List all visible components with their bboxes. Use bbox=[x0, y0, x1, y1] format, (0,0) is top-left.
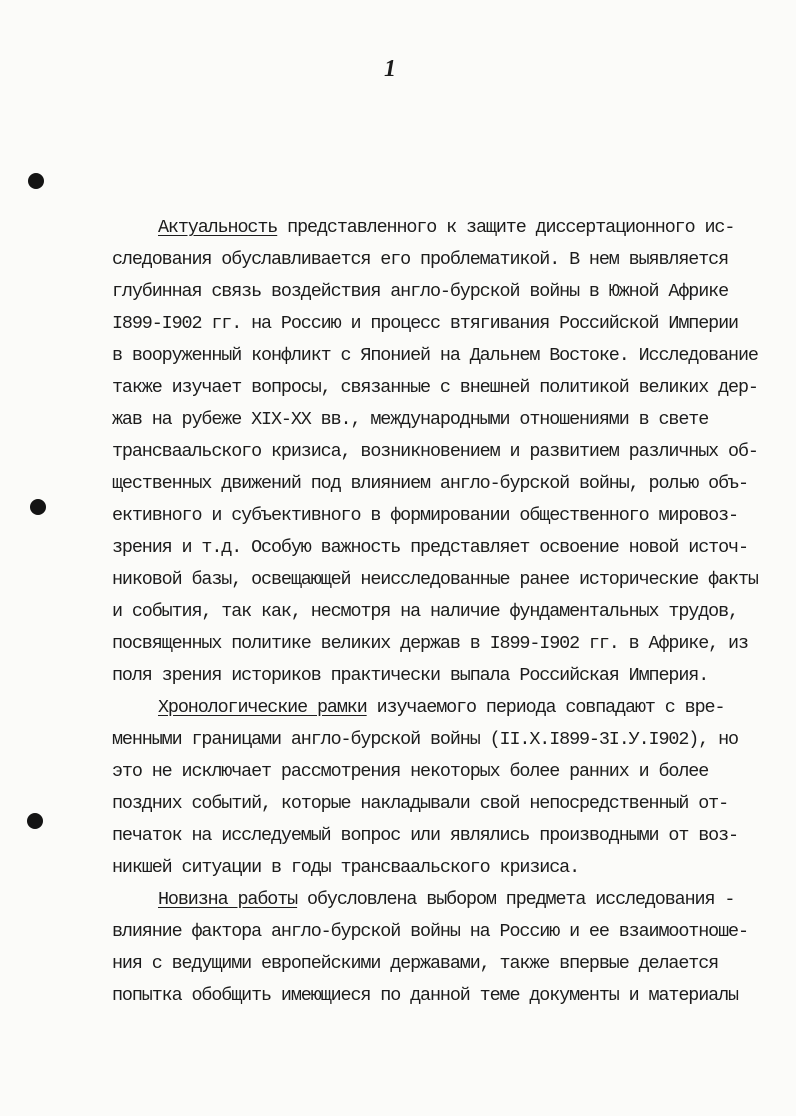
text-line: попытка обобщить имеющиеся по данной теме документы и материалы bbox=[112, 985, 738, 1006]
text-line: поздних событий, которые накладывали свой непосредственный от- bbox=[112, 793, 729, 814]
text-line: никовой базы, освещающей неисследованные ранее исторические факты bbox=[112, 569, 758, 590]
punch-hole-middle bbox=[30, 499, 46, 515]
text-line: Актуальность представленного к защите диссертационного ис- bbox=[158, 217, 735, 238]
text-line: Новизна работы обусловлена выбором предмета исследования - bbox=[158, 889, 735, 910]
underlined-heading: Новизна работы bbox=[158, 889, 298, 910]
text-line: ективного и субъективного в формировании общественного мировоз- bbox=[112, 505, 738, 526]
text-line: и события, так как, несмотря на наличие фундаментальных трудов, bbox=[112, 601, 738, 622]
text-line: щественных движений под влиянием англо-бурской войны, ролью объ- bbox=[112, 473, 748, 494]
text-line: никшей ситуации в годы трансваальского кризиса. bbox=[112, 857, 580, 878]
text-line: I899-I902 гг. на Россию и процесс втягивания Российской Империи bbox=[112, 313, 738, 334]
underlined-heading: Хронологические рамки bbox=[158, 697, 367, 718]
text-line: также изучает вопросы, связанные с внешней политикой великих дер- bbox=[112, 377, 758, 398]
text-line: зрения и т.д. Особую важность представляет освоение новой источ- bbox=[112, 537, 748, 558]
text-line: следования обуславливается его проблематикой. В нем выявляется bbox=[112, 249, 729, 270]
text-line: это не исключает рассмотрения некоторых более ранних и более bbox=[112, 761, 709, 782]
text-line: менными границами англо-бурской войны (II.X.I899-3I.У.I902), но bbox=[112, 729, 738, 750]
punch-hole-top bbox=[28, 173, 44, 189]
text-line: поля зрения историков практически выпала Российская Империя. bbox=[112, 665, 709, 686]
underlined-heading: Актуальность bbox=[158, 217, 278, 238]
text-line: печаток на исследуемый вопрос или являлись производными от воз- bbox=[112, 825, 738, 846]
text-line: посвященных политике великих держав в I899-I902 гг. в Африке, из bbox=[112, 633, 748, 654]
text-line: жав на рубеже XIX-XX вв., международными отношениями в свете bbox=[112, 409, 709, 430]
text-line: трансваальского кризиса, возникновением и развитием различных об- bbox=[112, 441, 758, 462]
text-line: в вооруженный конфликт с Японией на Дальнем Востоке. Исследование bbox=[112, 345, 758, 366]
text-line: ния с ведущими европейскими державами, также впервые делается bbox=[112, 953, 719, 974]
punch-hole-bottom bbox=[27, 813, 43, 829]
text-line: Хронологические рамки изучаемого периода совпадают с вре- bbox=[158, 697, 725, 718]
text-line: глубинная связь воздействия англо-бурской войны в Южной Африке bbox=[112, 281, 729, 302]
page-number: 1 bbox=[384, 56, 396, 82]
text-line: влияние фактора англо-бурской войны на Россию и ее взаимоотноше- bbox=[112, 921, 748, 942]
